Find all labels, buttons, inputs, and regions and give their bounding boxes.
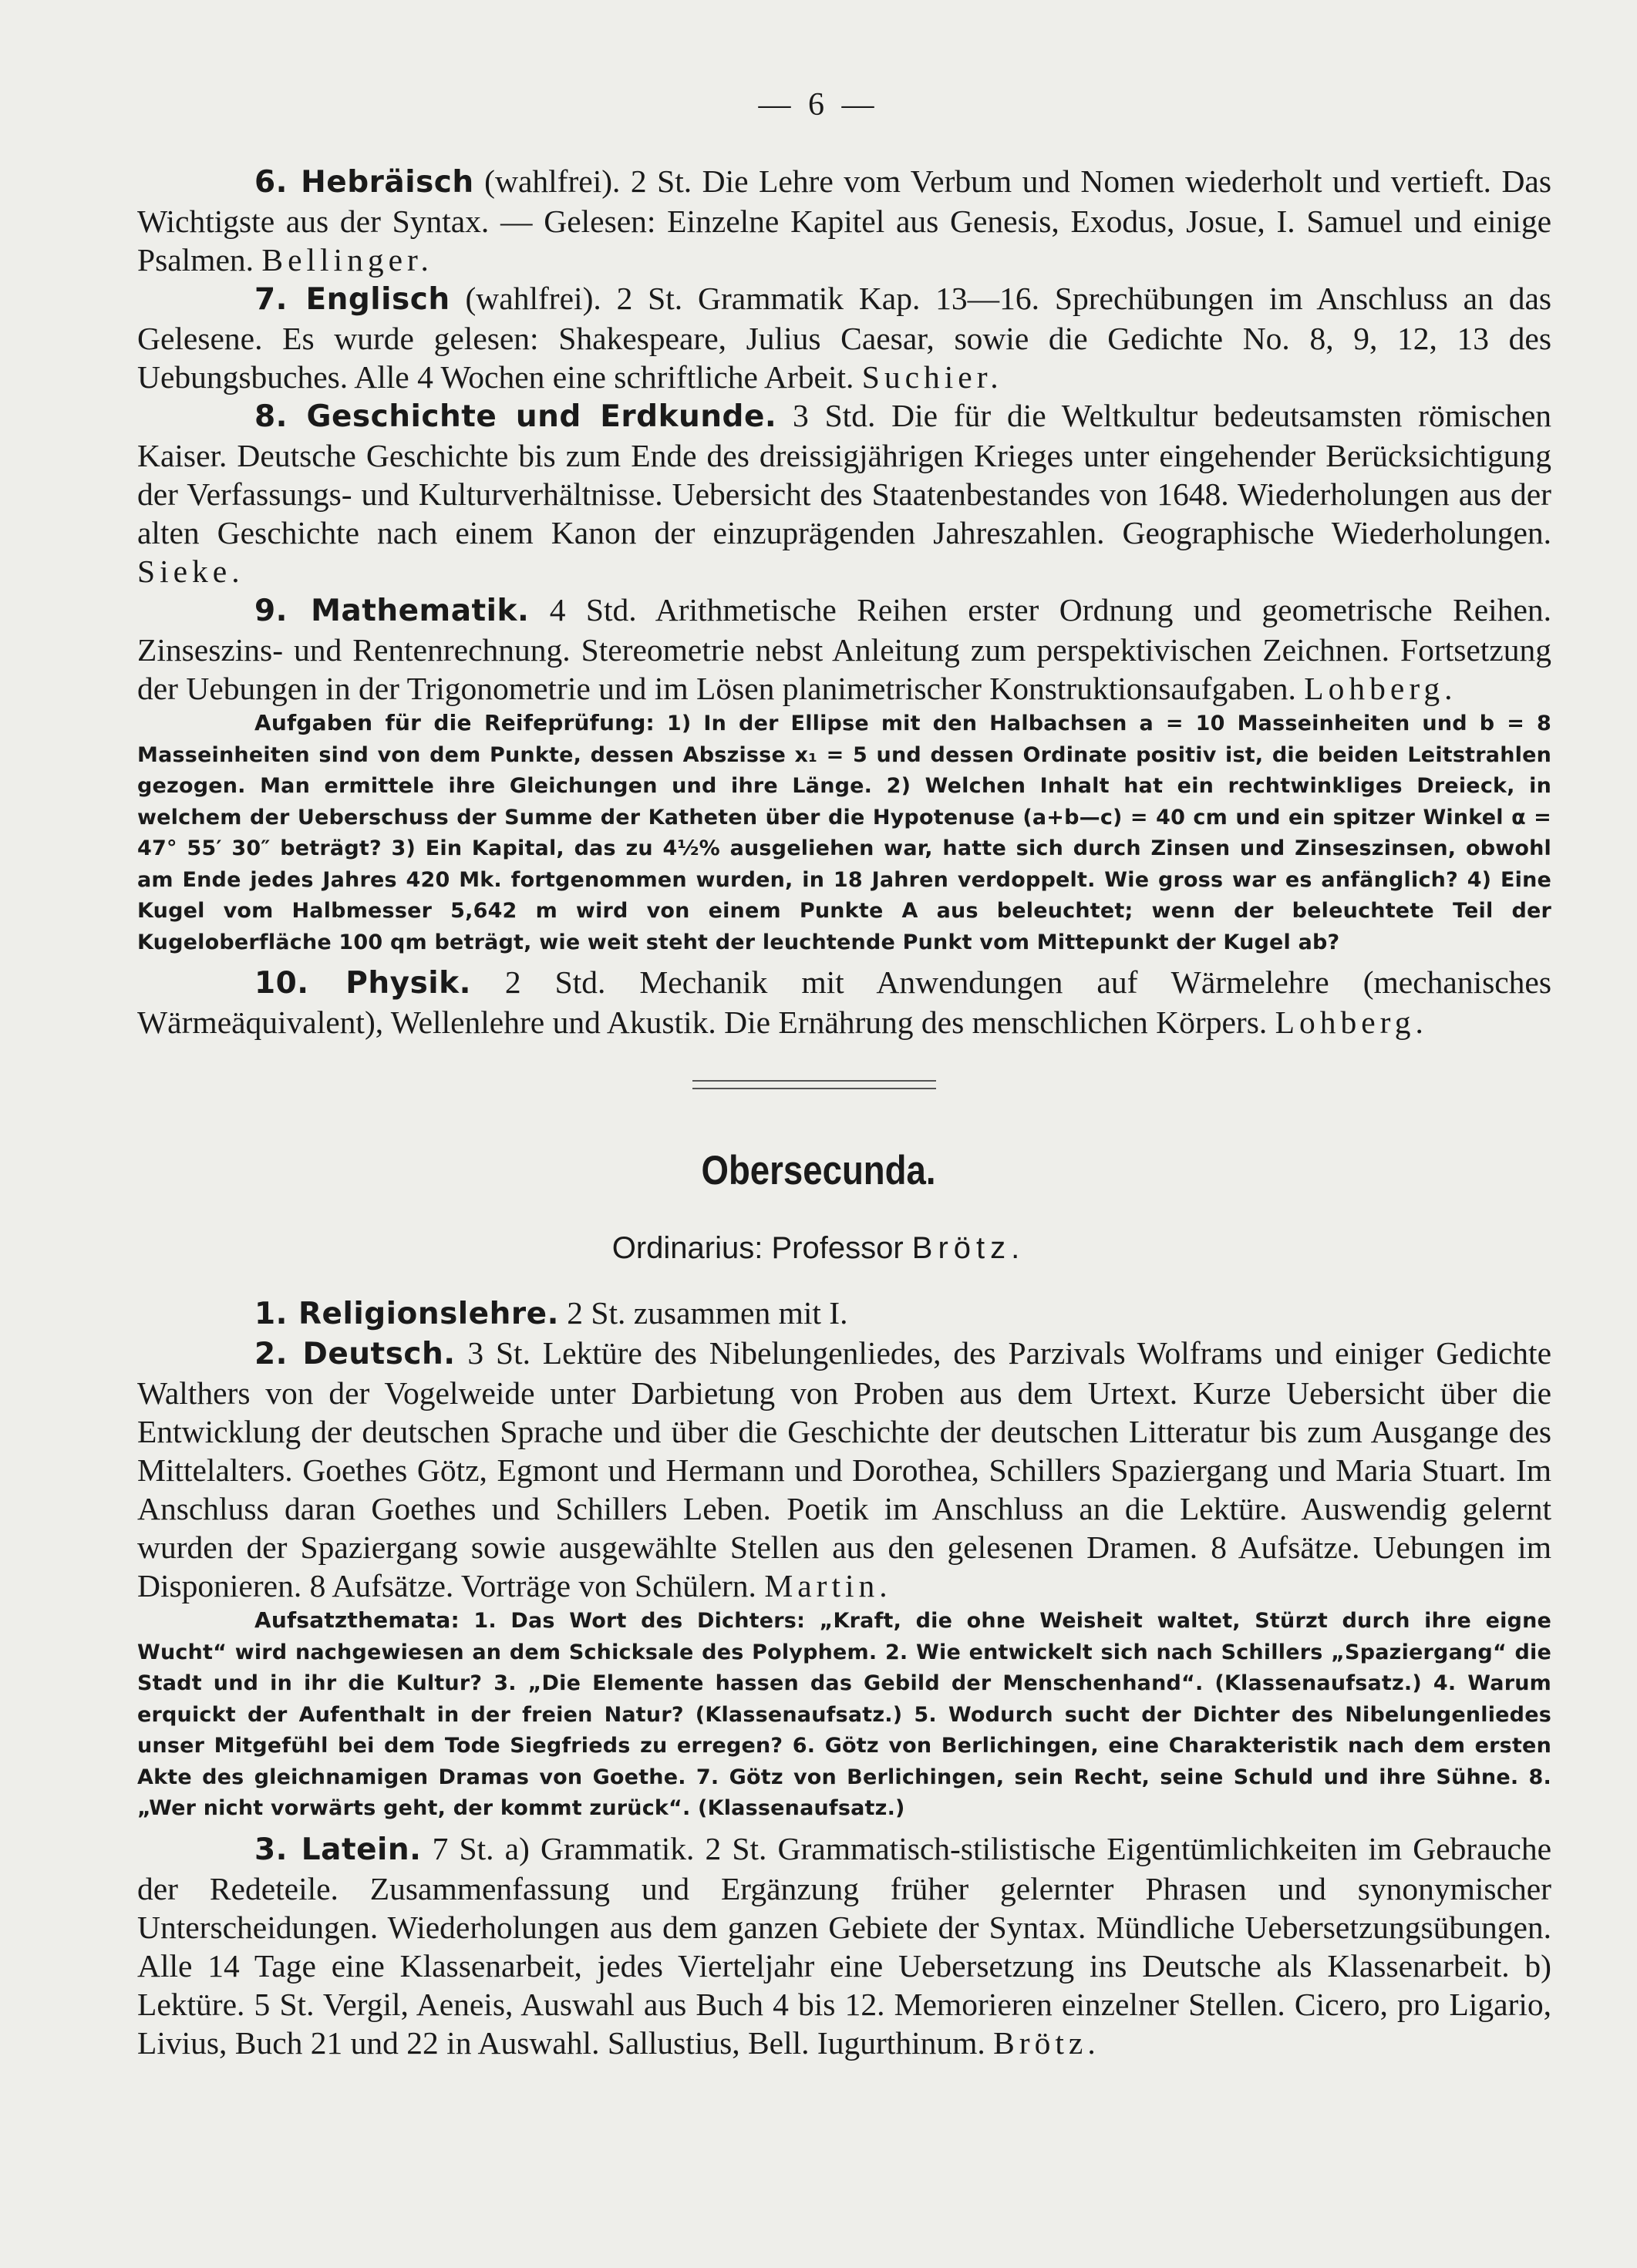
section-divider [692, 1080, 936, 1089]
teacher-englisch: Suchier. [861, 359, 1003, 395]
teacher-hebraeisch: Bellinger. [261, 242, 433, 278]
teacher-deutsch: Martin. [764, 1568, 892, 1603]
lead-reifepruefung: Aufgaben für die Reifeprüfung: [254, 710, 655, 735]
text-reifepruefung: 1) In der Ellipse mit den Halbachsen a = 10 Masseinheiten und b = 8 Masseinheiten sind von dem Punkte, dessen Abszisse x₁ = 5 und dessen Ordinate positiv ist, die beiden Leitstrahlen gezogen. Man ermittele ihre Gleichungen und ihre Länge. 2) Welchen Inhalt hat ein rechtwinkliges Dreieck, in welchem der Ueberschuss der Summe der Katheten über die Hypotenuse (a+b—c) = 40 cm und ein spitzer Winkel α = 47° 55′ 30″ beträgt? 3) Ein Kapital, das zu 4½% ausgeliehen war, hatte sich durch Zinsen und Zinseszinsen, obwohl am Ende jedes Jahres 420 Mk. fortgenommen wurden, in 18 Jahren verdoppelt. Wie gross war es anfänglich? 4) Eine Kugel vom Halbmesser 5,642 m wird von einem Punkte A aus beleuchtet; wenn der beleuchtete Teil der Kugeloberfläche 100 qm beträgt, wie weit steht der leuchtende Punkt vom Mittepunkt der Kugel ab? [137, 712, 1551, 954]
page-number: — 6 — [758, 87, 879, 123]
teacher-physik: Lohberg. [1275, 1004, 1428, 1040]
heading-englisch: 7. Englisch [254, 282, 450, 317]
heading-religion: 1. Religionslehre. [254, 1297, 559, 1331]
text-mathematik: 4 Std. Arithmetische Reihen erster Ordnung und geometrische Reihen. Zinseszins- und Rentenrechnung. Stereometrie nebst Anleitung zum perspektivischen Zeichnen. Fortsetzung der Uebungen in der Trigonometrie und im Lösen planimetrischer Konstruktionsaufgaben. [137, 592, 1551, 706]
text-latein: 7 St. a) Grammatik. 2 St. Grammatisch-stilistische Eigentümlichkeiten im Gebrauche der Redeteile. Zusammenfassung und Ergänzung früher gelernter Phrasen und synonymischer Unterscheidungen. Wiederholungen aus dem ganzen Gebiete der Syntax. Mündliche Uebersetzungsübungen. Alle 14 Tage eine Klassenarbeit, jedes Vierteljahr eine Uebersetzung ins Deutsche als Klassenarbeit. b) Lektüre. 5 St. Vergil, Aeneis, Auswahl aus Buch 4 bis 12. Memorieren einzelner Stellen. Cicero, pro Ligario, Livius, Buch 21 und 22 in Auswahl. Sallustius, Bell. Iugurthinum. [137, 1830, 1551, 2061]
text-geschichte: 3 Std. Die für die Weltkultur bedeutsamsten römischen Kaiser. Deutsche Geschichte bis zum Ende des dreissigjährigen Krieges unter eingehender Berücksichtigung der Verfassungs- und Kulturverhältnisse. Uebersicht des Staatenbestandes von 1648. Wiederholungen aus der alten Geschichte nach einem Kanon der einzuprägenden Jahreszahlen. Geographische Wiederholungen. [137, 398, 1552, 550]
heading-hebraeisch: 6. Hebräisch [254, 165, 474, 200]
heading-latein: 3. Latein. [254, 1832, 422, 1867]
lower-subjects [137, 1294, 1551, 2062]
text-religion: 2 St. zusammen mit I. [558, 1295, 848, 1331]
teacher-latein: Brötz. [993, 2024, 1100, 2061]
teacher-mathematik: Lohberg. [1304, 671, 1457, 706]
paragraph-aufsatzthemata [137, 1605, 1551, 1825]
teacher-geschichte: Sieke. [137, 554, 244, 589]
upper-subjects [137, 162, 1551, 1041]
heading-mathematik: 9. Mathematik. [254, 594, 530, 628]
paragraph-englisch [137, 279, 1551, 396]
ordinarius-label: Ordinarius: Professor [611, 1231, 912, 1265]
text-hebraeisch: (wahlfrei). 2 St. Die Lehre vom Verbum und Nomen wiederholt und vertieft. Das Wichtigste aus der Syntax. — Gelesen: Einzelne Kapitel aus Genesis, Exodus, Josue, I. Samuel und einige Psalmen. [137, 163, 1551, 278]
heading-geschichte: 8. Geschichte und Erdkunde. [254, 399, 777, 434]
paragraph-deutsch [137, 1334, 1551, 1605]
paragraph-physik [137, 963, 1551, 1041]
paragraph-geschichte [137, 396, 1551, 591]
text-physik: 2 Std. Mechanik mit Anwendungen auf Wärmelehre (mechanisches Wärmeäquivalent), Wellenlehre und Akustik. Die Ernährung des menschlichen Körpers. [137, 964, 1551, 1040]
text-aufsatzthemata: 1. Das Wort des Dichters: „Kraft, die ohne Weisheit waltet, Stürzt durch ihre eigne Wucht“ wird nachgewiesen an dem Schicksale des Polyphem. 2. Wie entwickelt sich nach Schillers „Spaziergang“ die Stadt und in ihr die Kultur? 3. „Die Elemente hassen das Gebild der Menschenhand“. (Klassenaufsatz.) 4. Warum erquickt der Aufenthalt in der freien Natur? (Klassenaufsatz.) 5. Wodurch sucht der Dichter des Nibelungenliedes unser Mitgefühl bei dem Tode Siegfrieds zu erregen? 6. Götz von Berlichingen, eine Charakteristik nach dem ersten Akte des gleichnamigen Dramas von Goethe. 7. Götz von Berlichingen, sein Recht, seine Schuld und ihre Sühne. 8. „Wer nicht vorwärts geht, der kommt zurück“. (Klassenaufsatz.) [137, 1609, 1551, 1820]
ordinarius-line [0, 1231, 1637, 1266]
lead-aufsatzthemata: Aufsatzthemata: [254, 1607, 460, 1633]
paragraph-religion [137, 1294, 1551, 1334]
heading-deutsch: 2. Deutsch. [254, 1337, 456, 1371]
paragraph-reifepruefung [137, 708, 1551, 958]
paragraph-mathematik [137, 591, 1551, 708]
heading-physik: 10. Physik. [254, 966, 471, 1001]
paragraph-hebraeisch [137, 162, 1551, 279]
paragraph-latein [137, 1829, 1551, 2062]
ordinarius-name: Brötz. [911, 1231, 1026, 1265]
text-deutsch: 3 St. Lektüre des Nibelungenliedes, des Parzivals Wolframs und einiger Gedichte Walthers von der Vogelweide unter Darbietung von Proben aus dem Urtext. Kurze Uebersicht über die Entwicklung der deutschen Sprache und über die Geschichte der deutschen Litteratur bis zum Ausgange des Mittelalters. Goethes Götz, Egmont und Hermann und Dorothea, Schillers Spaziergang und Maria Stuart. Im Anschluss daran Goethes und Schillers Leben. Poetik im Anschluss an die Lektüre. Auswendig gelernt wurden der Spaziergang sowie ausgewählte Stellen aus den gelesenen Dramen. 8 Aufsätze. Uebungen im Disponieren. 8 Aufsätze. Vorträge von Schülern. [137, 1335, 1551, 1603]
section-title: Obersecunda. [701, 1148, 936, 1193]
text-englisch: (wahlfrei). 2 St. Grammatik Kap. 13—16. Sprechübungen im Anschluss an das Gelesene. Es wurde gelesen: Shakespeare, Julius Caesar, sowie die Gedichte No. 8, 9, 12, 13 des Uebungsbuches. Alle 4 Wochen eine schriftliche Arbeit. [137, 281, 1552, 395]
